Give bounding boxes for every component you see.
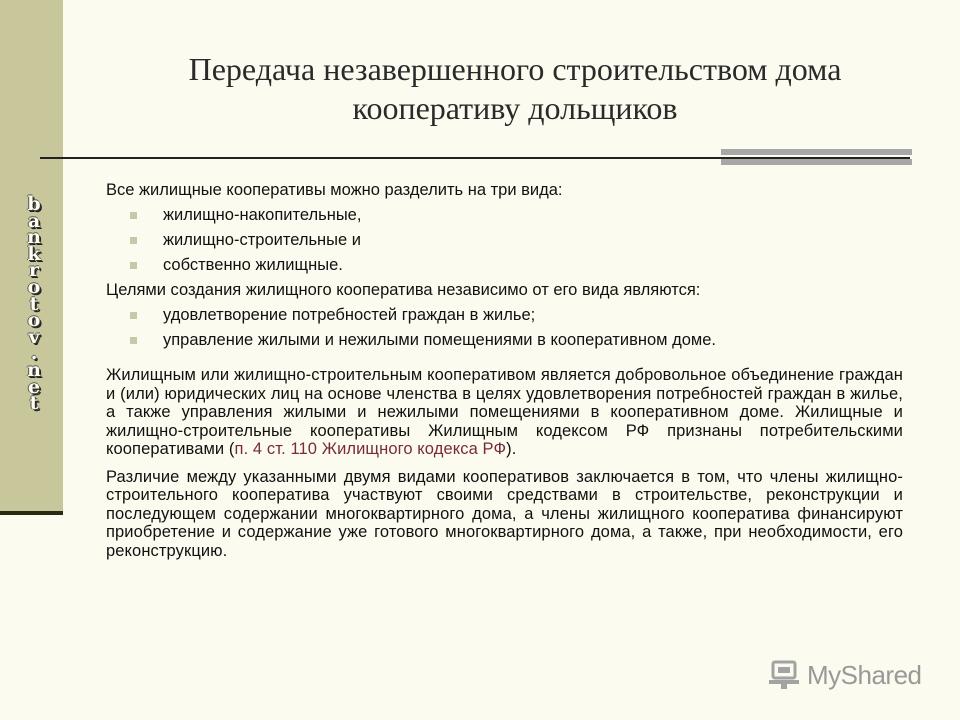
types-intro: Все жилищные кооперативы можно разделить на три вида: [106, 181, 563, 199]
goals-list [106, 305, 903, 351]
vertical-site-name [14, 193, 54, 415]
vertical-letter: e [27, 375, 41, 398]
vertical-letter: n [27, 226, 41, 249]
vertical-letter: v [28, 325, 40, 348]
vertical-letter: t [29, 392, 39, 415]
slide-title [70, 50, 960, 128]
side-strip-divider [0, 511, 63, 515]
vertical-letter: r [28, 259, 39, 282]
list-item: удовлетворение потребностей граждан в жилье; [130, 305, 903, 326]
list-item: жилищно-строительные и [130, 230, 903, 251]
title-accent-bar-top [721, 149, 912, 155]
vertical-letter: o [27, 309, 41, 332]
vertical-letter: k [27, 242, 41, 265]
definition-end: ). [506, 440, 517, 458]
vertical-letter: o [27, 275, 41, 298]
housing-code-link[interactable]: п. 4 ст. 110 Жилищного кодекса РФ [234, 440, 507, 458]
list-item: собственно жилищные. [130, 255, 903, 276]
title-accent-bar-bottom [721, 159, 912, 165]
myshared-watermark[interactable] [767, 658, 922, 692]
vertical-letter: b [27, 193, 41, 215]
list-item: управление жилыми и нежилыми помещениями в кооперативном доме. [130, 330, 903, 351]
vertical-letter: t [29, 292, 39, 315]
goals-intro: Целями создания жилищного кооператива независимо от его вида являются: [106, 281, 701, 299]
vertical-letter: a [27, 209, 41, 232]
slide-title-line-1: Передача незавершенного строительством дома [188, 51, 842, 87]
difference-paragraph: Различие между указанными двумя видами кооперативов заключается в том, что члены жилищно-строительного кооператива участвуют своими средствами в строительстве, реконструкции и последующем содержании многоквартирного дома, а члены жилищного кооператива финансируют приобретение и содержание уже готового многоквартирного дома, а также, при необходимости, его реконструкцию. [106, 467, 903, 560]
slide-content [106, 180, 903, 560]
types-list [106, 205, 903, 276]
definition-text: Жилищным или жилищно-строительным кооперативом является добровольное объединение граждан и (или) юридических лиц на основе членства в целях удовлетворения потребностей граждан в жилье, а также управления жилыми и нежилыми помещениями в кооперативном доме. Жилищные и жилищно-строительные кооперативы Жилищным кодексом РФ признаны потребительскими кооперативами ( [106, 366, 903, 458]
definition-paragraph [106, 366, 903, 459]
slide-title-line-2: кооперативу дольщиков [352, 90, 678, 126]
vertical-letter: n [27, 358, 41, 381]
list-item: жилищно-накопительные, [130, 205, 903, 226]
vertical-letter: . [30, 342, 38, 365]
myshared-logo-icon [767, 660, 801, 690]
myshared-brand: MyShared [807, 659, 922, 690]
